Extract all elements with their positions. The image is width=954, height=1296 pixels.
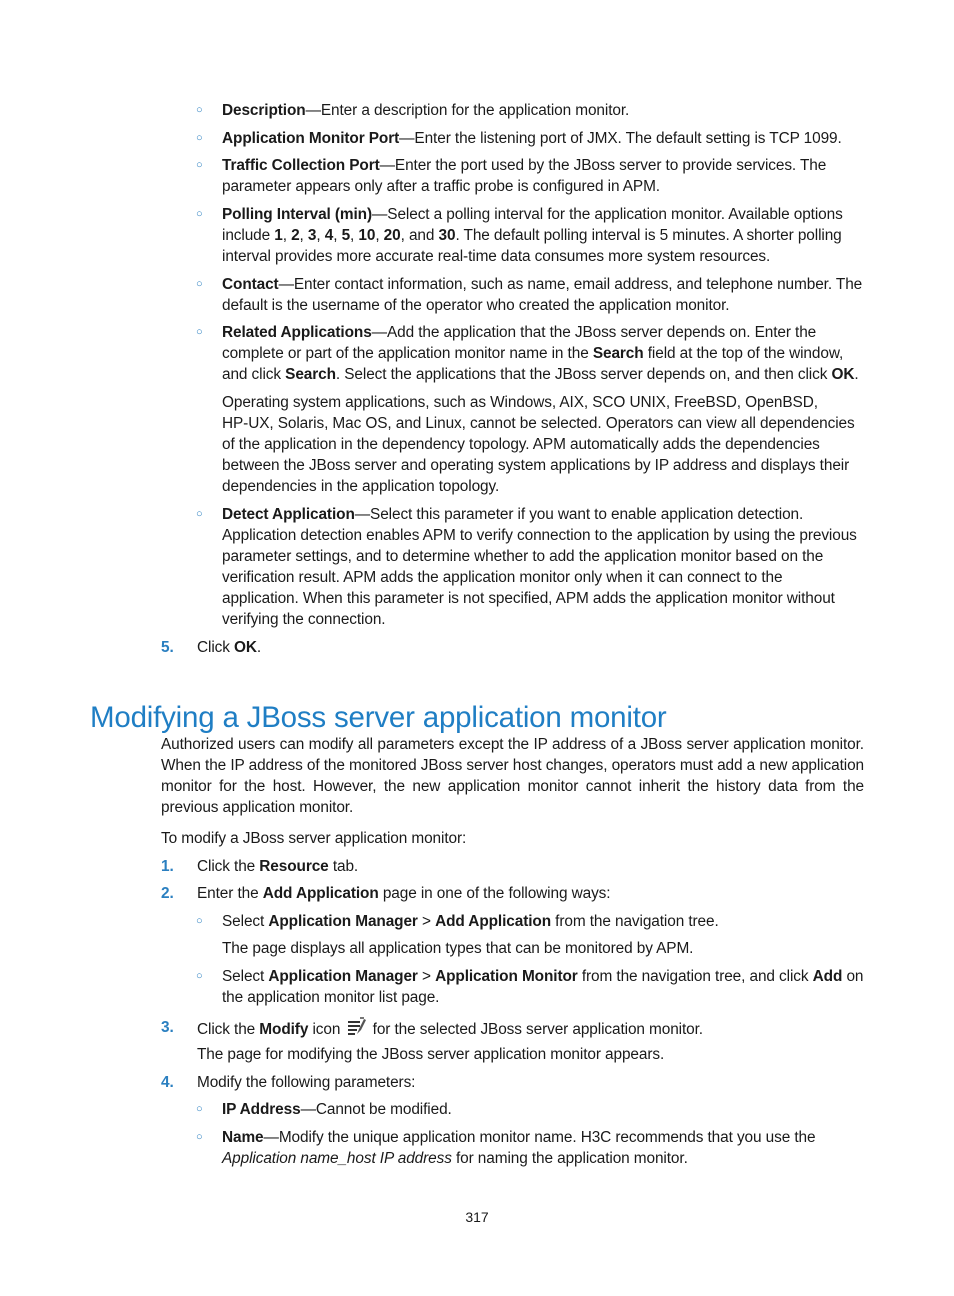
- term: Description: [222, 102, 306, 119]
- step-number: 1.: [161, 858, 174, 875]
- item-polling-interval: Polling Interval (min)—Select a polling interval for the application monitor. Available options include 1, 2, 3, 4, 5, 10, 20, and 30. The default polling interval is 5 minutes. A shorter polling interval provides more accurate real-time data consumes more system resources.: [222, 206, 843, 265]
- bullet-icon: ○: [196, 104, 203, 116]
- page-number: 317: [465, 1209, 489, 1225]
- bullet-icon: ○: [196, 508, 203, 520]
- step-3: Click the Modify icon for the selected JBoss server application monitor.: [197, 1017, 703, 1040]
- item-app-monitor-port: Application Monitor Port—Enter the listening port of JMX. The default setting is TCP 1099.: [222, 130, 842, 147]
- step-2-option-b: Select Application Manager > Application Monitor from the navigation tree, and click Add on the application monitor list page.: [222, 968, 864, 1006]
- bullet-icon: ○: [196, 1131, 203, 1143]
- item-related-applications: Related Applications—Add the application that the JBoss server depends on. Enter the complete or part of the application monitor name in the Search field at the top of the window, and click Search. Select the applications that the JBoss server depends on, and then click OK.: [222, 324, 859, 383]
- item-detect-application: Detect Application—Select this parameter if you want to enable application detection. Application detection enables APM to verify connection to the application by using the previous parameter settings, and to determine whether to add the application monitor based on the verification result. APM adds the application monitor only when it can connect to the application. When this parameter is not specified, APM adds the application monitor without verifying the connection.: [222, 506, 857, 628]
- modify-icon: [346, 1017, 366, 1037]
- step-2-option-a: Select Application Manager > Add Application from the navigation tree.: [222, 913, 719, 930]
- intro-paragraph: Authorized users can modify all parameters except the IP address of a JBoss server application monitor. When the IP address of the monitored JBoss server host changes, operators must add a new application monitor for the host. However, the new application monitor cannot inherit the history data from the previous application monitor.: [161, 736, 864, 816]
- step-4: Modify the following parameters:: [197, 1074, 416, 1091]
- bullet-icon: ○: [196, 326, 203, 338]
- procedure-intro: To modify a JBoss server application monitor:: [161, 830, 467, 847]
- step-3-note: The page for modifying the JBoss server application monitor appears.: [197, 1046, 665, 1063]
- bullet-icon: ○: [196, 208, 203, 220]
- step-2-option-a-note: The page displays all application types that can be monitored by APM.: [222, 940, 694, 957]
- bullet-icon: ○: [196, 132, 203, 144]
- bullet-icon: ○: [196, 915, 203, 927]
- step-number: 2.: [161, 885, 174, 902]
- section-heading: Modifying a JBoss server application monitor: [90, 701, 667, 735]
- item-traffic-port: Traffic Collection Port—Enter the port used by the JBoss server to provide services. The parameter appears only after a traffic probe is configured in APM.: [222, 157, 827, 195]
- step-5: Click OK.: [197, 639, 262, 656]
- bullet-icon: ○: [196, 1103, 203, 1115]
- item-contact: Contact—Enter contact information, such as name, email address, and telephone number. The default is the username of the operator who created the application monitor.: [222, 276, 863, 314]
- param-ip-address: IP Address—Cannot be modified.: [222, 1101, 452, 1118]
- step-1: Click the Resource tab.: [197, 858, 359, 875]
- bullet-icon: ○: [196, 159, 203, 171]
- bullet-icon: ○: [196, 970, 203, 982]
- related-note-paragraph: Operating system applications, such as Windows, AIX, SCO UNIX, FreeBSD, OpenBSD, HP-UX, Solaris, Mac OS, and Linux, cannot be selected. Operators can view all dependencies of the application in the dependency topology. APM automatically adds the dependencies between the JBoss server and operating system applications by IP address and displays their dependencies in the application topology.: [222, 394, 855, 495]
- step-2: Enter the Add Application page in one of the following ways:: [197, 885, 611, 902]
- step-number: 4.: [161, 1074, 174, 1091]
- step-number: 3.: [161, 1019, 174, 1036]
- bullet-icon: ○: [196, 278, 203, 290]
- step-number: 5.: [161, 639, 174, 656]
- param-name: Name—Modify the unique application monitor name. H3C recommends that you use the Application name_host IP address for naming the application monitor.: [222, 1129, 816, 1167]
- item-description: Description—Enter a description for the application monitor.: [222, 102, 630, 119]
